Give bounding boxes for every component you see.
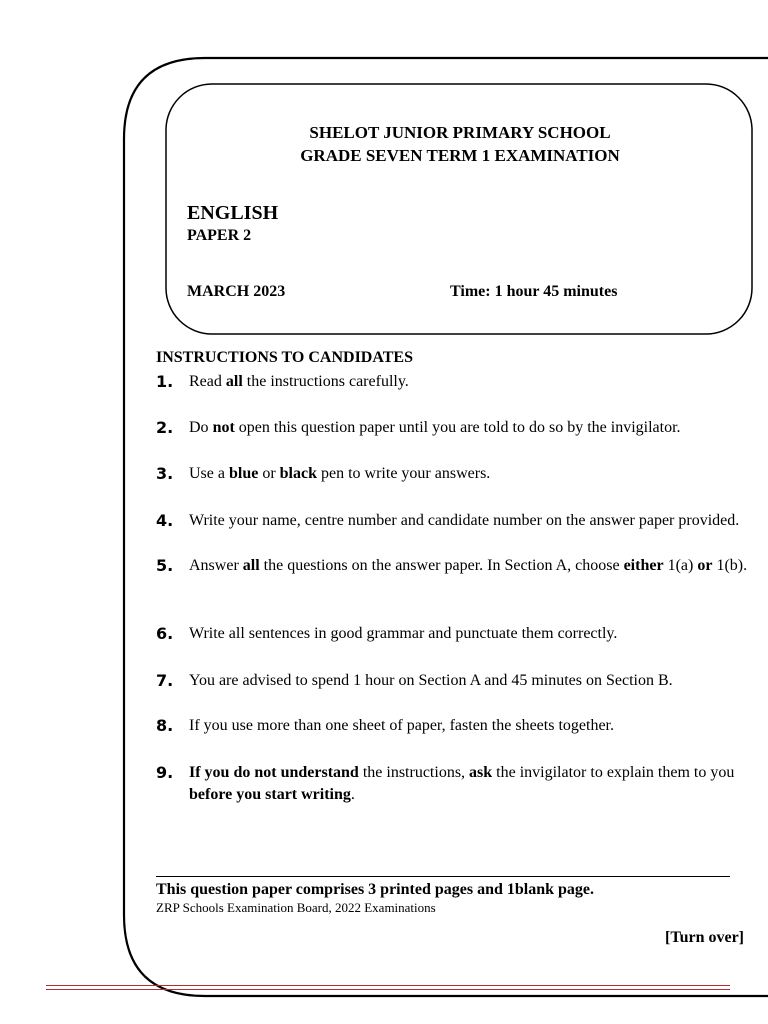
instruction-text-run: . (350, 786, 355, 803)
instruction-number: 7. (156, 671, 174, 690)
instruction-text-run: open this question paper until you are told to do so by the invigilator. (234, 419, 681, 436)
instruction-item (156, 715, 756, 737)
instruction-text-run: 1(a) (663, 557, 698, 574)
footer-divider (156, 876, 730, 877)
instruction-bold-run: either (623, 557, 664, 574)
instruction-item (156, 762, 756, 806)
paper-number: PAPER 2 (187, 227, 252, 244)
instruction-bold-run: If you do not understand (189, 764, 359, 781)
instruction-bold-run: or (697, 557, 713, 574)
instruction-text (189, 623, 756, 645)
instruction-number: 1. (156, 372, 174, 391)
instruction-bold-run: all (225, 373, 243, 390)
instruction-number: 3. (156, 464, 174, 483)
turn-over-label: [Turn over] (665, 929, 744, 946)
instruction-text (189, 417, 756, 439)
instruction-text (189, 555, 756, 577)
exam-board-note: ZRP Schools Examination Board, 2022 Examinations (156, 900, 436, 915)
page-count-note: This question paper comprises 3 printed pages and 1blank page. (156, 881, 595, 898)
instruction-item (156, 463, 756, 485)
instruction-number: 8. (156, 716, 174, 735)
instruction-bold-run: blue (228, 465, 259, 482)
instruction-item (156, 371, 756, 393)
instruction-item (156, 555, 756, 577)
instruction-text-run: the invigilator to explain them to you (492, 764, 735, 781)
instruction-text-run: Read (189, 373, 226, 390)
instruction-text (189, 371, 756, 393)
instruction-item (156, 417, 756, 439)
instruction-number: 6. (156, 624, 174, 643)
instruction-bold-run: not (212, 419, 235, 436)
instruction-text-run: Use a (189, 465, 229, 482)
instruction-number: 5. (156, 556, 174, 575)
exam-date: MARCH 2023 (187, 283, 286, 300)
instruction-text-run: Write your name, centre number and candidate number on the answer paper provided. (189, 512, 740, 529)
instruction-text (189, 762, 756, 806)
instruction-text-run: You are advised to spend 1 hour on Section A and 45 minutes on Section B. (189, 672, 673, 689)
bottom-double-rule (46, 985, 730, 990)
instruction-bold-run: all (242, 557, 260, 574)
instruction-text-run: 1(b). (712, 557, 748, 574)
instruction-number: 2. (156, 418, 174, 437)
instruction-text-run: Write all sentences in good grammar and punctuate them correctly. (189, 625, 618, 642)
instruction-bold-run: black (279, 465, 317, 482)
instruction-item (156, 510, 756, 532)
instructions-heading: INSTRUCTIONS TO CANDIDATES (156, 349, 413, 366)
instruction-text-run: the questions on the answer paper. In Section A, choose (259, 557, 624, 574)
school-name: SHELOT JUNIOR PRIMARY SCHOOL (309, 123, 611, 142)
exam-duration: Time: 1 hour 45 minutes (450, 283, 618, 300)
instruction-item (156, 623, 756, 645)
instruction-text-run: Answer (189, 557, 243, 574)
instruction-text (189, 510, 756, 532)
instruction-text (189, 670, 756, 692)
instruction-number: 4. (156, 511, 174, 530)
instruction-item (156, 670, 756, 692)
instruction-text (189, 463, 756, 485)
instruction-text-run: the instructions carefully. (242, 373, 409, 390)
instruction-bold-run: ask (469, 764, 493, 781)
instruction-text-run: the instructions, (358, 764, 470, 781)
instruction-text-run: pen to write your answers. (317, 465, 491, 482)
instruction-text (189, 715, 756, 737)
instruction-text-run: Do (189, 419, 213, 436)
instruction-number: 9. (156, 763, 174, 782)
instruction-bold-run: before you start writing (189, 786, 351, 803)
instruction-text-run: If you use more than one sheet of paper, fasten the sheets together. (189, 717, 614, 734)
exam-title: GRADE SEVEN TERM 1 EXAMINATION (300, 146, 620, 165)
subject-title: ENGLISH (187, 202, 279, 224)
instruction-text-run: or (258, 465, 280, 482)
